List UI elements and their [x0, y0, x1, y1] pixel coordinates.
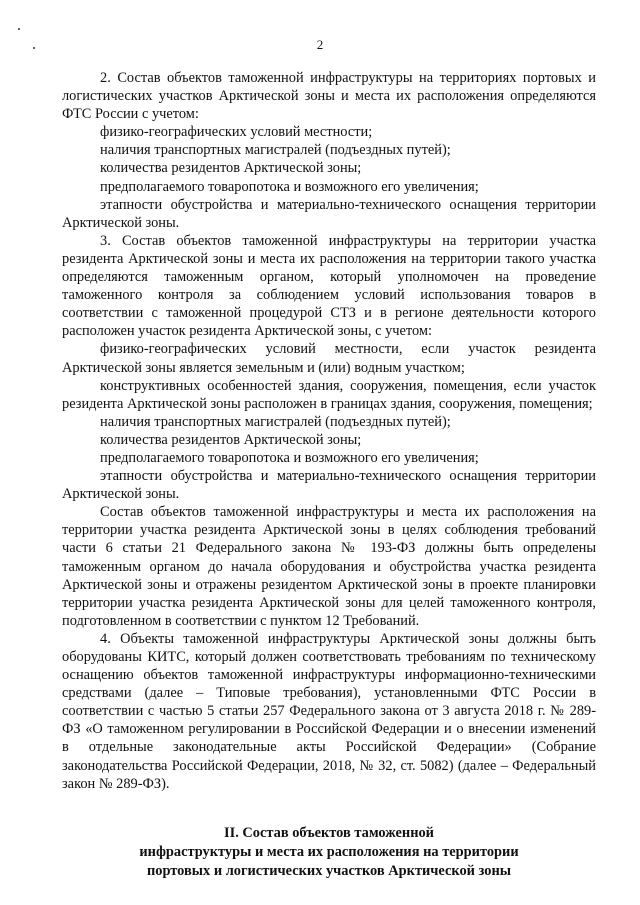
list-item: этапности обустройства и материально-технического оснащения территории Арктической зоны. — [62, 196, 596, 231]
list-item: количества резидентов Арктической зоны; — [100, 160, 362, 177]
list-item: физико-географических условий местности, если участок резидента Арктической зоны является земельным и (или) водным участком; — [62, 341, 596, 376]
section-heading-line: портовых и логистических участков Арктической зоны — [147, 863, 511, 879]
paragraph: Состав объектов таможенной инфраструктуры и места их расположения на территории участка резидента Арктической зоны в целях соблюдения требований части 6 статьи 21 Федерального закона № 193-ФЗ должны быть определены таможенным органом до начала оборудования и обустройства участка резидента Арктической зоны и отражены резидентом Арктической зоны в проекте планировки территории участка резидента Арктической зоны для целей таможенного контроля, подготовленном в соответствии с пунктом 12 Требований. — [62, 504, 596, 629]
list-item: конструктивных особенностей здания, сооружения, помещения, если участок резидента Арктической зоны расположен в границах здания, сооружения, помещения; — [62, 377, 596, 412]
list-item: этапности обустройства и материально-технического оснащения территории Арктической зоны. — [62, 468, 596, 503]
scan-mark — [18, 28, 20, 30]
list-item: наличия транспортных магистралей (подъездных путей); — [100, 142, 451, 159]
section-heading-line: инфраструктуры и места их расположения на территории — [139, 844, 519, 860]
paragraph-item-2: 2. Состав объектов таможенной инфраструктуры на территориях портовых и логистических участков Арктической зоны и места их расположения определяются ФТС России с учетом: — [62, 70, 596, 123]
document-body — [62, 69, 596, 793]
list-item: количества резидентов Арктической зоны; — [100, 431, 362, 448]
list-item: предполагаемого товаропотока и возможного его увеличения; — [100, 449, 479, 466]
page-number: 2 — [316, 37, 324, 52]
paragraph-item-4: 4. Объекты таможенной инфраструктуры Арктической зоны должны быть оборудованы КИТС, который должен соответствовать требованиям по техническому оснащению объектов таможенной инфраструктуры информационно-техническими средствами (далее – Типовые требования), установленными ФТС России в соответствии с частью 5 статьи 257 Федерального закона от 3 августа 2018 г. № 289-ФЗ «О таможенном регулировании в Российской Федерации и о внесении изменений в отдельные законодательные акты Российской Федерации» (Собрание законодательства Российской Федерации, 2018, № 32, ст. 5082) (далее – Федеральный закон № 289-ФЗ). — [62, 630, 596, 792]
list-item: наличия транспортных магистралей (подъездных путей); — [100, 413, 451, 430]
section-heading — [62, 824, 596, 881]
list-item: физико-географических условий местности; — [100, 124, 373, 141]
section-heading-line: II. Состав объектов таможенной — [224, 825, 434, 841]
paragraph-item-3: 3. Состав объектов таможенной инфраструктуры на территории участка резидента Арктической зоны и места их расположения на территории такого участка определяются таможенным органом, который уполномочен на проведение таможенного контроля за соблюдением условий использования товаров в соответствии с таможенной процедурой СТЗ и в регионе деятельности которого расположен участок резидента Арктической зоны, с учетом: — [62, 232, 596, 340]
list-item: предполагаемого товаропотока и возможного его увеличения; — [100, 178, 479, 195]
